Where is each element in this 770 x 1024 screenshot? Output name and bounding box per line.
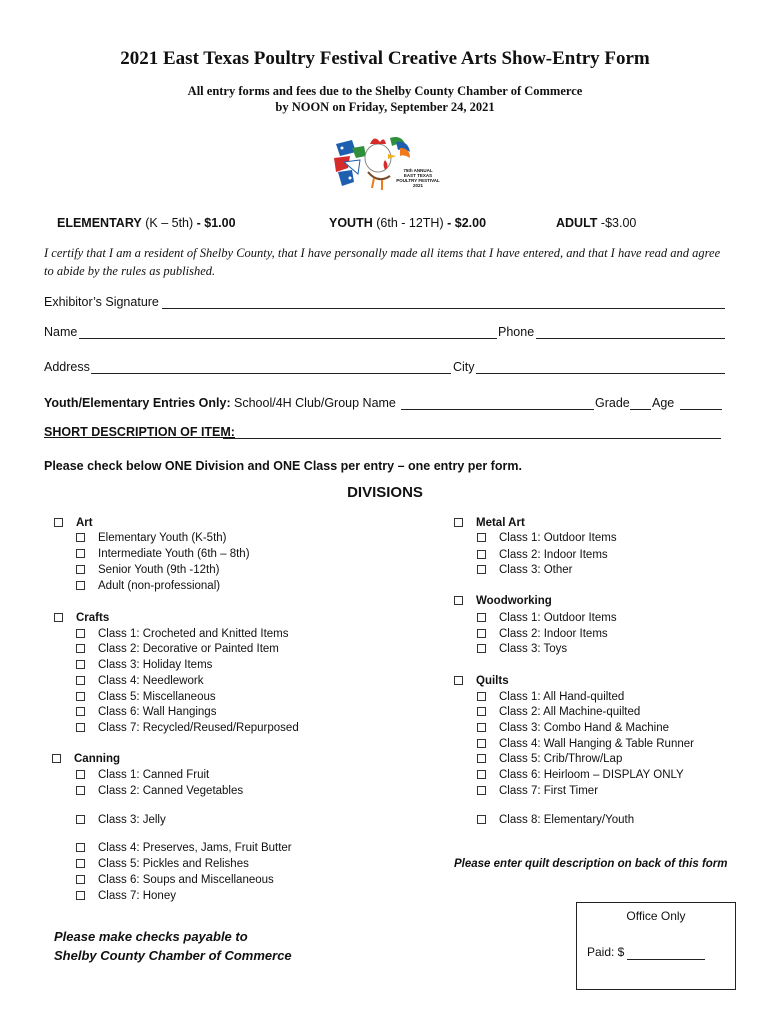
instruction-text: Please check below ONE Division and ONE Class per entry – one entry per form. <box>44 459 522 473</box>
art-class-1[interactable] <box>76 532 227 544</box>
youth-only-label: Youth/Elementary Entries Only: <box>44 396 231 410</box>
quilts-class-1[interactable] <box>477 691 624 703</box>
name-label: Name <box>44 325 78 339</box>
school-label: School/4H Club/Group Name <box>234 396 396 410</box>
crafts-class-2[interactable] <box>76 643 279 655</box>
canning-class-4-label: Class 4: Preserves, Jams, Fruit Butter <box>98 842 292 854</box>
checkbox[interactable] <box>76 565 85 574</box>
quilts-class-3-label: Class 3: Combo Hand & Machine <box>499 722 670 734</box>
division-canning-label: Canning <box>74 753 120 765</box>
festival-logo <box>330 132 440 194</box>
address-field[interactable] <box>91 373 451 374</box>
division-canning[interactable] <box>52 753 120 765</box>
division-woodworking[interactable] <box>454 595 552 607</box>
due-line-2: by NOON on Friday, September 24, 2021 <box>275 100 495 114</box>
crafts-class-3[interactable] <box>76 659 212 671</box>
checkbox[interactable] <box>76 843 85 852</box>
checkbox[interactable] <box>76 692 85 701</box>
logo-text-3: POULTRY FESTIVAL <box>396 178 440 183</box>
office-only-box <box>576 902 736 990</box>
checkbox[interactable] <box>477 815 486 824</box>
checkbox[interactable] <box>76 815 85 824</box>
signature-label: Exhibitor’s Signature <box>44 295 159 309</box>
checkbox[interactable] <box>52 754 61 763</box>
checkbox[interactable] <box>454 596 463 605</box>
office-only-title: Office Only <box>626 909 686 923</box>
address-label: Address <box>44 360 90 374</box>
canning-class-1-label: Class 1: Canned Fruit <box>98 769 210 781</box>
checkbox[interactable] <box>76 581 85 590</box>
school-field[interactable] <box>401 409 594 410</box>
age-field[interactable] <box>680 409 722 410</box>
crafts-class-6[interactable] <box>76 706 216 718</box>
canning-class-6-label: Class 6: Soups and Miscellaneous <box>98 874 274 886</box>
crafts-class-6-label: Class 6: Wall Hangings <box>98 706 217 718</box>
checkbox[interactable] <box>76 707 85 716</box>
metal-class-2-label: Class 2: Indoor Items <box>499 549 608 561</box>
metal-class-3-label: Class 3: Other <box>499 564 573 576</box>
division-art-label: Art <box>76 517 93 529</box>
checkbox[interactable] <box>54 613 63 622</box>
crafts-class-7[interactable] <box>76 722 299 734</box>
art-class-2-label: Intermediate Youth (6th – 8th) <box>98 548 250 560</box>
checkbox[interactable] <box>76 786 85 795</box>
quilts-class-5-label: Class 5: Crib/Throw/Lap <box>499 753 623 765</box>
checkbox[interactable] <box>76 859 85 868</box>
grade-field[interactable] <box>630 409 651 410</box>
short-description-label: SHORT DESCRIPTION OF ITEM: <box>44 425 235 439</box>
division-metal-art-label: Metal Art <box>476 517 525 529</box>
quilts-class-6-label: Class 6: Heirloom – DISPLAY ONLY <box>499 769 684 781</box>
canning-class-2-label: Class 2: Canned Vegetables <box>98 785 244 797</box>
certification-statement: I certify that I am a resident of Shelby County, that I have personally made all items that I have entered, and that I have read and agree to abide by the rules as published. <box>44 246 721 278</box>
fee-elementary-range: (K – 5th) <box>145 216 194 230</box>
checks-note-line-2: Shelby County Chamber of Commerce <box>54 948 292 963</box>
metal-class-2[interactable] <box>477 549 608 561</box>
canning-class-3[interactable] <box>76 814 166 826</box>
metal-class-1[interactable] <box>477 532 617 544</box>
metal-class-3[interactable] <box>477 564 573 576</box>
signature-field[interactable] <box>162 308 725 309</box>
division-crafts-label: Crafts <box>76 612 110 624</box>
age-label: Age <box>652 396 675 410</box>
checkbox[interactable] <box>477 754 486 763</box>
crafts-class-5-label: Class 5: Miscellaneous <box>98 691 216 703</box>
fee-elementary-price: - $1.00 <box>196 216 236 230</box>
division-metal-art[interactable] <box>454 517 525 529</box>
paid-amount-field[interactable] <box>627 959 705 960</box>
checkbox[interactable] <box>76 629 85 638</box>
quilts-class-7-label: Class 7: First Timer <box>499 785 599 797</box>
city-label: City <box>453 360 475 374</box>
logo-text-1: 75th ANNUAL <box>403 168 433 173</box>
fee-adult <box>556 216 636 230</box>
checks-note-line-1: Please make checks payable to <box>54 929 248 944</box>
quilts-class-2[interactable] <box>477 706 640 718</box>
short-description-field[interactable] <box>223 438 721 439</box>
wood-class-2[interactable] <box>477 628 608 640</box>
checkbox[interactable] <box>477 550 486 559</box>
quilts-class-2-label: Class 2: All Machine-quilted <box>499 706 641 718</box>
checkbox[interactable] <box>76 660 85 669</box>
canning-class-5-label: Class 5: Pickles and Relishes <box>98 858 249 870</box>
wood-class-1[interactable] <box>477 612 617 624</box>
checkbox[interactable] <box>76 875 85 884</box>
form-title: 2021 East Texas Poultry Festival Creative Arts Show-Entry Form <box>120 48 650 69</box>
quilts-class-8-label: Class 8: Elementary/Youth <box>499 814 635 826</box>
quilts-class-4[interactable] <box>477 738 694 750</box>
checkbox[interactable] <box>477 786 486 795</box>
logo-text-4: 2021 <box>412 183 423 188</box>
canning-class-3-label: Class 3: Jelly <box>98 814 166 826</box>
grade-label: Grade <box>595 396 630 410</box>
city-field[interactable] <box>476 373 725 374</box>
art-class-2[interactable] <box>76 548 250 560</box>
quilts-class-5[interactable] <box>477 753 622 765</box>
metal-class-1-label: Class 1: Outdoor Items <box>499 532 617 544</box>
canning-class-1[interactable] <box>76 769 209 781</box>
art-class-4-label: Adult (non-professional) <box>98 580 221 592</box>
crafts-class-7-label: Class 7: Recycled/Reused/Repurposed <box>98 722 299 734</box>
quilts-class-6[interactable] <box>477 769 684 781</box>
checkbox[interactable] <box>477 644 486 653</box>
checkbox[interactable] <box>477 723 486 732</box>
checkbox[interactable] <box>76 676 85 685</box>
checkbox[interactable] <box>477 770 486 779</box>
art-class-3[interactable] <box>76 564 219 576</box>
wood-class-3-label: Class 3: Toys <box>499 643 568 655</box>
phone-label: Phone <box>498 325 535 339</box>
canning-class-2[interactable] <box>76 785 243 797</box>
checkbox[interactable] <box>477 629 486 638</box>
division-quilts-label: Quilts <box>476 675 509 687</box>
art-class-1-label: Elementary Youth (K-5th) <box>98 532 227 544</box>
logo-text <box>396 168 440 188</box>
checkbox[interactable] <box>477 707 486 716</box>
crafts-class-1-label: Class 1: Crocheted and Knitted Items <box>98 628 289 640</box>
checkbox[interactable] <box>477 692 486 701</box>
fee-adult-price: -$3.00 <box>600 216 637 230</box>
canning-class-7-label: Class 7: Honey <box>98 890 176 902</box>
quilts-class-7[interactable] <box>477 785 598 797</box>
checkbox[interactable] <box>76 891 85 900</box>
checkbox[interactable] <box>477 739 486 748</box>
fee-youth <box>329 216 486 230</box>
paid-label: Paid: $ <box>587 945 625 959</box>
division-woodworking-label: Woodworking <box>476 595 552 607</box>
checkbox[interactable] <box>477 565 486 574</box>
crafts-class-2-label: Class 2: Decorative or Painted Item <box>98 643 279 655</box>
checkbox[interactable] <box>477 533 486 542</box>
crafts-class-4-label: Class 4: Needlework <box>98 675 204 687</box>
division-crafts[interactable] <box>54 612 109 624</box>
quilts-class-3[interactable] <box>477 722 669 734</box>
quilt-note: Please enter quilt description on back of this form <box>454 858 728 870</box>
crafts-class-4[interactable] <box>76 675 203 687</box>
checkbox[interactable] <box>76 533 85 542</box>
checkbox[interactable] <box>76 770 85 779</box>
checkbox[interactable] <box>454 518 463 527</box>
canning-class-4[interactable] <box>76 842 292 854</box>
fee-youth-label: YOUTH <box>329 216 373 230</box>
phone-field[interactable] <box>536 338 725 339</box>
fee-elementary-label: ELEMENTARY <box>57 216 142 230</box>
canning-class-7[interactable] <box>76 890 176 902</box>
checkbox[interactable] <box>54 518 63 527</box>
art-class-3-label: Senior Youth (9th -12th) <box>98 564 220 576</box>
checkbox[interactable] <box>76 723 85 732</box>
name-field[interactable] <box>79 338 497 339</box>
wood-class-3[interactable] <box>477 643 567 655</box>
fee-elementary <box>57 216 236 230</box>
wood-class-1-label: Class 1: Outdoor Items <box>499 612 617 624</box>
fee-youth-price: - $2.00 <box>447 216 487 230</box>
quilts-class-8[interactable] <box>477 814 634 826</box>
quilts-class-4-label: Class 4: Wall Hanging & Table Runner <box>499 738 694 750</box>
quilts-class-1-label: Class 1: All Hand-quilted <box>499 691 625 703</box>
art-class-4[interactable] <box>76 580 220 592</box>
crafts-class-5[interactable] <box>76 691 216 703</box>
division-quilts[interactable] <box>454 675 509 687</box>
due-line-1: All entry forms and fees due to the Shelby County Chamber of Commerce <box>187 84 583 98</box>
wood-class-2-label: Class 2: Indoor Items <box>499 628 608 640</box>
division-art[interactable] <box>54 517 93 529</box>
checkbox[interactable] <box>477 613 486 622</box>
divisions-title: DIVISIONS <box>347 484 423 501</box>
canning-class-5[interactable] <box>76 858 249 870</box>
canning-class-6[interactable] <box>76 874 274 886</box>
fee-adult-label: ADULT <box>556 216 598 230</box>
checkbox[interactable] <box>454 676 463 685</box>
logo-text-2: EAST TEXAS <box>403 173 433 178</box>
checkbox[interactable] <box>76 644 85 653</box>
crafts-class-3-label: Class 3: Holiday Items <box>98 659 213 671</box>
crafts-class-1[interactable] <box>76 628 289 640</box>
checkbox[interactable] <box>76 549 85 558</box>
fee-youth-range: (6th - 12TH) <box>376 216 444 230</box>
